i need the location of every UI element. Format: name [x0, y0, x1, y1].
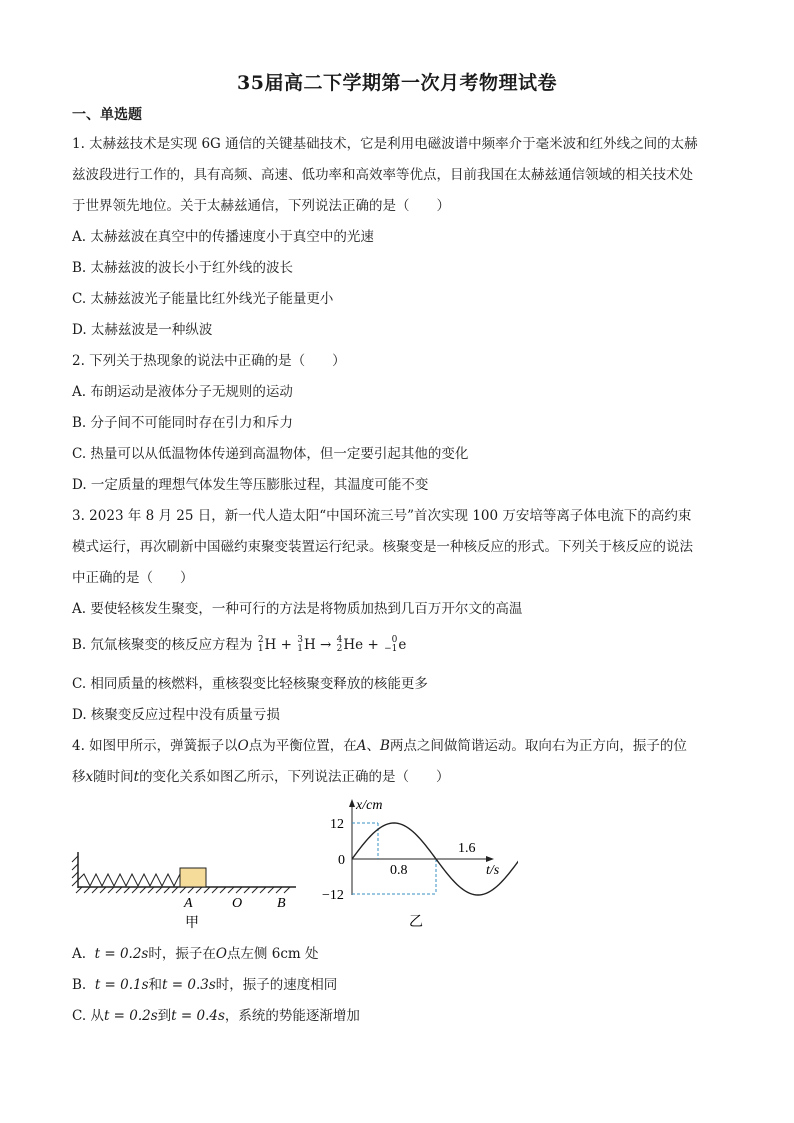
page-title: 35届高二下学期第一次月考物理试卷 [237, 72, 557, 94]
tick-t-full: 1.6 [458, 841, 476, 856]
q3-option-b-prefix: B. 氘氚核聚变的核反应方程为 [72, 637, 253, 653]
section-heading: 一、单选题 [72, 107, 142, 123]
q1-stem-line-2: 兹波段进行工作的，具有高频、高速、低功率和高效率等优点，目前我国在太赫兹通信领域的相关技术处 [72, 167, 693, 183]
h3-symbol: H [303, 637, 316, 653]
q1-option-d: D. 太赫兹波是一种纵波 [72, 322, 213, 338]
q1-option-a: A. 太赫兹波在真空中的传播速度小于真空中的光速 [72, 229, 374, 245]
h2-symbol: H [264, 637, 277, 653]
spring [78, 874, 180, 886]
h2-indices: 2 1 [257, 634, 264, 654]
wall-hatch [72, 856, 78, 886]
q4-option-a: A. t = 0.2s时，振子在O点左侧 6cm 处 [72, 946, 319, 962]
plus-sign: + [367, 637, 379, 653]
y-axis-arrow-icon [349, 799, 355, 807]
q3-option-b [72, 636, 406, 655]
label-b: B [277, 896, 286, 911]
he-indices: 4 2 [336, 634, 343, 654]
oscillator-block [180, 868, 206, 887]
e-indices: 0 −1 [384, 634, 398, 654]
q3-option-a: A. 要使轻核发生聚变，一种可行的方法是将物质加热到几百万开尔文的高温 [72, 601, 523, 617]
x-axis-label: t/s [486, 863, 500, 878]
q3-stem-line-1: 3. 2023 年 8 月 25 日，新一代人造太阳“中国环流三号”首次实现 100 万安培等离子体电流下的高约束 [72, 508, 692, 524]
q1-option-c: C. 太赫兹波光子能量比红外线光子能量更小 [72, 291, 334, 307]
q1-stem-line-1: 1. 太赫兹技术是实现 6G 通信的关键基础技术，它是利用电磁波谱中频率介于毫米波和红外线之间的太赫 [72, 136, 698, 152]
q4-stem-line-1: 4. 如图甲所示，弹簧振子以O点为平衡位置，在A、B两点之间做简谐运动。取向右为正方向，振子的位 [72, 738, 687, 754]
q3-option-d: D. 核聚变反应过程中没有质量亏损 [72, 707, 280, 723]
y-axis-label: x/cm [356, 798, 383, 813]
figure-spring-oscillator [70, 840, 310, 935]
q2-stem: 2. 下列关于热现象的说法中正确的是（ ） [72, 353, 346, 369]
he-symbol: He [343, 637, 364, 653]
q3-stem-line-3: 中正确的是（ ） [72, 570, 194, 586]
tick-origin: 0 [338, 853, 345, 868]
caption-jia: 甲 [185, 915, 199, 931]
h3-indices: 3 1 [297, 634, 303, 654]
q2-option-c: C. 热量可以从低温物体传递到高温物体，但一定要引起其他的变化 [72, 446, 469, 462]
e-symbol: e [398, 637, 407, 653]
ground-hatch [76, 887, 290, 893]
caption-yi: 乙 [409, 914, 423, 930]
plus-sign: + [280, 637, 292, 653]
q1-stem-line-3: 于世界领先地位。关于太赫兹通信，下列说法正确的是（ ） [72, 198, 450, 214]
label-a: A [184, 896, 193, 911]
label-o: O [232, 896, 243, 911]
q1-option-b: B. 太赫兹波的波长小于红外线的波长 [72, 260, 294, 276]
tick-t-half: 0.8 [390, 863, 408, 878]
q3-option-c: C. 相同质量的核燃料，重核裂变比轻核聚变释放的核能更多 [72, 676, 428, 692]
arrow-icon: → [320, 637, 332, 653]
nuclear-equation [257, 634, 407, 654]
q2-option-a: A. 布朗运动是液体分子无规则的运动 [72, 384, 293, 400]
q3-stem-line-2: 模式运行，再次刷新中国磁约束聚变装置运行纪录。核聚变是一种核反应的形式。下列关于核反应的说法 [72, 539, 693, 555]
figure-x-t-graph [318, 795, 518, 935]
x-axis-arrow-icon [486, 856, 494, 862]
q2-option-b: B. 分子间不可能同时存在引力和斥力 [72, 415, 294, 431]
q4-option-c: C. 从t = 0.2s到t = 0.4s，系统的势能逐渐增加 [72, 1008, 360, 1024]
tick-y-pos: 12 [330, 817, 344, 832]
q4-stem-line-2: 移x随时间t的变化关系如图乙所示，下列说法正确的是（ ） [72, 769, 450, 785]
q2-option-d: D. 一定质量的理想气体发生等压膨胀过程，其温度可能不变 [72, 477, 429, 493]
tick-y-neg: −12 [322, 888, 344, 903]
q4-option-b: B. t = 0.1s和t = 0.3s时，振子的速度相同 [72, 977, 338, 993]
